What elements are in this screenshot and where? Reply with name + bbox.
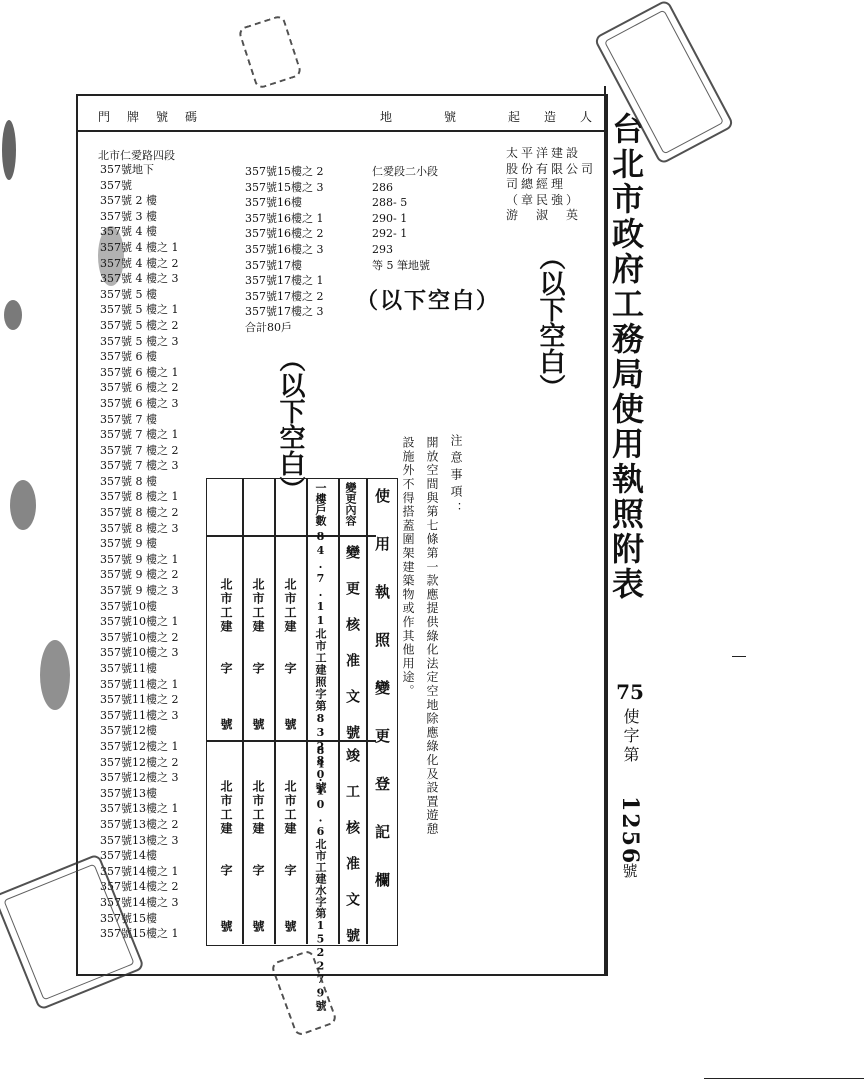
door-number-item: 357號10樓: [100, 599, 157, 613]
door-number-item: 357號 6 樓: [100, 350, 157, 364]
door-number-item: 357號 6 樓之 1: [100, 365, 179, 379]
page-title: 台北市政府工務局使用執照附表: [607, 112, 645, 602]
door-number-item: 357號13樓: [100, 786, 157, 800]
row1-approval: 84.7.11北市工建照字第83280號: [314, 530, 327, 794]
door-number-item: 357號12樓之 1: [100, 739, 179, 753]
door-number-item: 357號17樓之 1: [245, 274, 324, 288]
door-number-item: 357號16樓之 1: [245, 211, 324, 225]
door-number-item: 357號10樓之 1: [100, 615, 179, 629]
door-number-item: 357號13樓之 3: [100, 833, 179, 847]
door-number-item: 357號 5 樓之 3: [100, 334, 179, 348]
door-number-item: 357號16樓之 3: [245, 242, 324, 256]
door-number-item: 357號15樓之 3: [245, 180, 324, 194]
door-number-item: 357號 9 樓之 1: [100, 552, 179, 566]
door-number-item: 357號 8 樓之 1: [100, 490, 179, 504]
door-number-item: 357號10樓之 3: [100, 646, 179, 660]
door-number-item: 357號13樓之 1: [100, 802, 179, 816]
door-number-item: 357號13樓之 2: [100, 817, 179, 831]
builder-line: 司總經理: [506, 177, 567, 192]
door-number-item: 357號14樓之 3: [100, 895, 179, 909]
door-number-item: 357號 7 樓之 2: [100, 443, 179, 457]
door-number-item: 357號 4 樓之 1: [100, 240, 179, 254]
table-col-rule-3: [306, 478, 308, 944]
door-number-item: 357號12樓: [100, 724, 157, 738]
scan-line: [704, 1078, 864, 1079]
row3-approval: 北市工建 字 號: [251, 578, 265, 732]
door-number-item: 357號 4 樓: [100, 225, 157, 239]
table-rule-1: [206, 535, 376, 537]
door-number-item: 357號14樓: [100, 849, 157, 863]
row2-approval: 北市工建 字 號: [283, 578, 297, 732]
col-header-content: 變更內容: [344, 482, 357, 526]
table-col-rule-5: [242, 478, 244, 944]
lot-number-item: 仁愛段二小段: [372, 165, 438, 178]
lot-number-item: 286: [372, 180, 393, 194]
lot-number-item: 292- 1: [372, 227, 408, 241]
street-name: 北市仁愛路四段: [98, 149, 175, 162]
door-number-item: 357號 5 樓之 1: [100, 303, 179, 317]
door-number-item: 357號16樓: [245, 196, 302, 210]
door-number-item: 357號10樓之 2: [100, 630, 179, 644]
table-col-rule-1: [366, 478, 368, 944]
lot-number-item: 288- 5: [372, 196, 408, 210]
table-col-rule-2: [338, 478, 340, 944]
door-number-item: 357號11樓之 1: [100, 677, 179, 691]
door-number-item: 357號14樓之 2: [100, 880, 179, 894]
door-number-item: 357號 4 樓之 2: [100, 256, 179, 270]
door-number-item: 357號11樓之 2: [100, 693, 179, 707]
door-number-item: 357號17樓之 2: [245, 289, 324, 303]
door-number-item: 357號11樓之 3: [100, 708, 179, 722]
door-number-item: 357號17樓: [245, 258, 302, 272]
header-lot-number: 地號: [380, 110, 509, 124]
door-number-item: 357號 7 樓之 3: [100, 459, 179, 473]
door-number-item: 357號 9 樓: [100, 537, 157, 551]
door-number-item: 357號 8 樓之 3: [100, 521, 179, 535]
builder-line: （章民強）: [506, 192, 582, 207]
lot-number-list: [372, 164, 438, 273]
row4-approval: 北市工建 字 號: [219, 578, 233, 732]
row1-completion: 84.10.6北市工建水字第152279號: [314, 744, 327, 1012]
notes-line-1: 開放空間與第七條第一款應提供綠化法定空地除應綠化及設置遊憩: [425, 436, 439, 837]
notes-heading: 注意事項：: [449, 434, 463, 519]
license-middle: 使字第: [621, 708, 640, 765]
scan-smudge: [10, 480, 36, 530]
door-number-item: 357號11樓: [100, 662, 157, 675]
door-number-list-2: [245, 164, 324, 336]
builder-line: 股份有限公司: [506, 161, 597, 176]
header-underline: [78, 130, 604, 132]
door-number-item: 357號 9 樓之 3: [100, 584, 179, 598]
door-number-item: 357號12樓之 3: [100, 771, 179, 785]
door-number-item: 357號15樓之 2: [245, 165, 324, 178]
row3-completion: 北市工建 字 號: [251, 780, 265, 934]
seal-top-middle: [237, 14, 302, 90]
col-header-completion: 竣工核准文號: [344, 748, 360, 964]
blank-mark-vertical-left: （以下空白）: [275, 346, 305, 502]
door-number-item: 357號15樓之 1: [100, 927, 179, 941]
door-number-item: 357號 5 樓之 2: [100, 318, 179, 332]
door-number-item: 357號17樓之 3: [245, 305, 324, 319]
row4-completion: 北市工建 字 號: [219, 780, 233, 934]
blank-mark-vertical-right: （以下空白）: [535, 244, 565, 400]
table-col-rule-4: [274, 478, 276, 944]
door-number-item: 357號15樓: [100, 911, 157, 925]
lot-number-item: 等 5 筆地號: [372, 258, 430, 272]
door-number-item: 357號 2 樓: [100, 194, 157, 208]
door-number-item: 357號 4 樓之 3: [100, 272, 179, 286]
door-number-item: 357號14樓之 1: [100, 864, 179, 878]
door-number-item: 357號12樓之 2: [100, 755, 179, 769]
blank-mark-horizontal: （以下空白）: [356, 289, 501, 314]
lot-number-item: 290- 1: [372, 211, 408, 225]
lot-number-item: 293: [372, 242, 393, 256]
door-number-item: 357號 7 樓之 1: [100, 428, 179, 442]
header-door-number: 門牌號碼: [98, 110, 215, 124]
builder-line: 太平洋建設: [506, 146, 582, 160]
door-number-item: 357號 8 樓: [100, 474, 157, 488]
title-band-border: [604, 86, 606, 976]
door-number-item: 357號 6 樓之 2: [100, 381, 179, 395]
door-number-item: 357號16樓之 2: [245, 227, 324, 241]
header-builder: 起造人: [508, 110, 617, 124]
door-number-item: 357號 8 樓之 2: [100, 506, 179, 520]
builder-line: 游 淑 英: [506, 208, 582, 223]
door-number-item: 357號: [100, 178, 132, 192]
door-number-item: 合計80戶: [245, 320, 292, 334]
door-number-item: 357號 3 樓: [100, 209, 157, 223]
col-header-approval: 變更核准文號: [344, 545, 360, 761]
row2-completion: 北市工建 字 號: [283, 780, 297, 934]
scan-smudge: [2, 120, 16, 180]
scan-smudge: [98, 226, 124, 286]
door-number-item: 357號 9 樓之 2: [100, 568, 179, 582]
door-number-item: 357號 7 樓: [100, 412, 157, 426]
scan-smudge: [40, 640, 70, 710]
door-number-item: 357號 5 樓: [100, 287, 157, 301]
builder-info: [506, 146, 596, 224]
scan-mark: [732, 656, 746, 657]
license-digits: 1256: [617, 796, 643, 866]
table-heading: 使用執照變更登記欄: [373, 488, 391, 920]
scan-smudge: [4, 300, 22, 330]
notes-line-2: 設施外不得搭蓋圍架建築物或作其他用途。: [401, 436, 415, 699]
license-number: [612, 680, 648, 878]
license-suffix: 號: [620, 863, 639, 878]
door-number-item: 357號地下: [100, 163, 154, 176]
license-year: 75: [616, 680, 644, 704]
row1-content: 一樓戶數: [314, 482, 327, 526]
door-number-item: 357號 6 樓之 3: [100, 396, 179, 410]
